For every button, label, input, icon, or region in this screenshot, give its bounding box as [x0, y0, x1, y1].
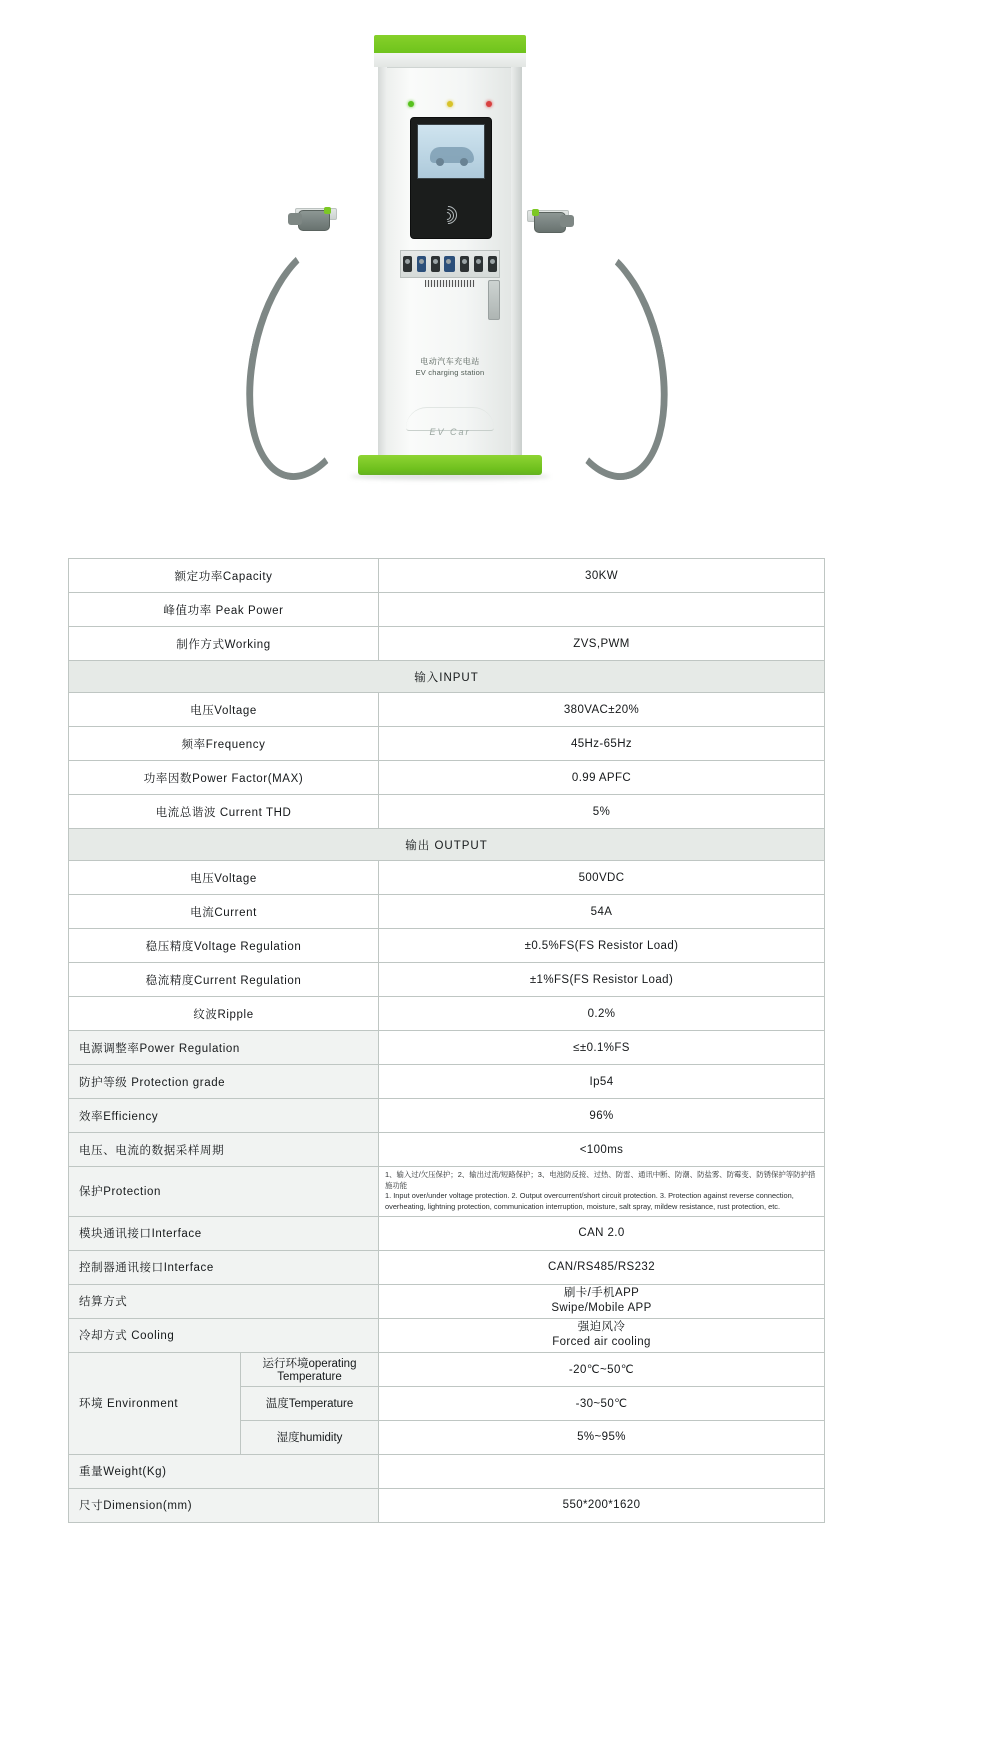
table-row — [69, 693, 825, 727]
table-section-header-output — [69, 829, 825, 861]
charging-gun-left — [288, 210, 332, 236]
brand-mark: EV Car — [429, 427, 471, 437]
spec-label: 电压、电流的数据采样周期 — [69, 1133, 379, 1167]
charger-top-band — [374, 53, 526, 67]
section-label: 输出 OUTPUT — [69, 829, 825, 861]
spec-value — [379, 1318, 825, 1352]
table-row-protection — [69, 1167, 825, 1217]
spec-label: 防护等级 Protection grade — [69, 1065, 379, 1099]
ev-charger-illustration — [370, 35, 530, 475]
spec-value-en: Forced air cooling — [552, 1336, 651, 1349]
led-red-icon — [486, 101, 492, 107]
table-row — [69, 727, 825, 761]
table-row — [69, 1454, 825, 1488]
spec-label: 制作方式Working — [69, 627, 379, 661]
spec-label: 结算方式 — [69, 1284, 379, 1318]
spec-label: 稳流精度Current Regulation — [69, 963, 379, 997]
charging-gun-right — [530, 212, 574, 238]
spec-label: 纹波Ripple — [69, 997, 379, 1031]
charger-top-cap — [374, 35, 526, 53]
spec-value: CAN/RS485/RS232 — [379, 1250, 825, 1284]
socket-icon-5 — [460, 256, 469, 272]
card-slot — [488, 280, 500, 320]
table-row — [69, 895, 825, 929]
spec-value: 5% — [379, 795, 825, 829]
spec-value: 30KW — [379, 559, 825, 593]
environment-sub-label: 温度Temperature — [241, 1386, 379, 1420]
table-row — [69, 963, 825, 997]
environment-sub-value: -20℃~50℃ — [379, 1352, 825, 1386]
section-label: 输入INPUT — [69, 661, 825, 693]
table-row — [69, 1488, 825, 1522]
spec-value: ±0.5%FS(FS Resistor Load) — [379, 929, 825, 963]
socket-icon-4 — [444, 256, 455, 272]
spec-label: 稳压精度Voltage Regulation — [69, 929, 379, 963]
barcode-icon — [425, 280, 475, 287]
connector-panel — [400, 250, 500, 278]
spec-value: 54A — [379, 895, 825, 929]
table-row — [69, 1031, 825, 1065]
spec-label: 额定功率Capacity — [69, 559, 379, 593]
faceplate-label-en: EV charging station — [415, 367, 485, 377]
environment-label: 环境 Environment — [69, 1352, 241, 1454]
protection-note-cn: 1、输入过/欠压保护；2、输出过流/短路保护；3、电池防反接、过热、防雷、通讯中断、防潮、防盐雾、防霉变、防锈保护等防护措施功能 — [385, 1170, 816, 1190]
table-row — [69, 1133, 825, 1167]
led-yellow-icon — [447, 101, 453, 107]
spec-label: 电压Voltage — [69, 693, 379, 727]
spec-value: 0.99 APFC — [379, 761, 825, 795]
environment-sub-label: 湿度humidity — [241, 1420, 379, 1454]
spec-label: 峰值功率 Peak Power — [69, 593, 379, 627]
environment-sub-value: 5%~95% — [379, 1420, 825, 1454]
charger-body-right-edge — [511, 67, 522, 457]
table-row — [69, 593, 825, 627]
spec-value: Ip54 — [379, 1065, 825, 1099]
environment-sub-value: -30~50℃ — [379, 1386, 825, 1420]
charging-cable-right — [516, 230, 688, 492]
socket-icon-7 — [488, 256, 497, 272]
spec-label: 控制器通讯接口Interface — [69, 1250, 379, 1284]
spec-value-cn: 刷卡/手机APP — [563, 1286, 640, 1299]
table-row — [69, 559, 825, 593]
spec-label: 效率Efficiency — [69, 1099, 379, 1133]
spec-value: 0.2% — [379, 997, 825, 1031]
spec-value: CAN 2.0 — [379, 1216, 825, 1250]
spec-label: 模块通讯接口Interface — [69, 1216, 379, 1250]
socket-icon-3 — [431, 256, 440, 272]
protection-note-en: 1. Input over/under voltage protection. 2. Output overcurrent/short circuit protection. 3. Protection against reverse connection, overheating, lightning protection, communication interruption, moisture, salt spray, mildew resistance, rust protection, etc. — [385, 1191, 794, 1212]
spec-value — [379, 1284, 825, 1318]
socket-icon-1 — [403, 256, 412, 272]
spec-label: 保护Protection — [69, 1167, 379, 1217]
spec-value: ≤±0.1%FS — [379, 1031, 825, 1065]
charger-faceplate-label — [378, 357, 522, 378]
table-row — [69, 1065, 825, 1099]
product-image-area — [0, 0, 1000, 540]
table-row — [69, 1318, 825, 1352]
table-row — [69, 861, 825, 895]
car-graphic-icon — [430, 147, 474, 163]
table-row-environment — [69, 1352, 825, 1386]
charger-display-screen — [417, 124, 485, 179]
table-row — [69, 761, 825, 795]
led-green-icon — [408, 101, 414, 107]
spec-label: 频率Frequency — [69, 727, 379, 761]
spec-label: 冷却方式 Cooling — [69, 1318, 379, 1352]
table-row — [69, 1284, 825, 1318]
charger-base — [358, 455, 542, 475]
spec-value-en: Swipe/Mobile APP — [551, 1302, 652, 1315]
spec-value: 500VDC — [379, 861, 825, 895]
spec-value-protection — [379, 1167, 825, 1217]
spec-value — [379, 593, 825, 627]
spec-value: 550*200*1620 — [379, 1488, 825, 1522]
table-row — [69, 1216, 825, 1250]
specification-table — [68, 558, 825, 1523]
spec-value: 45Hz-65Hz — [379, 727, 825, 761]
rfid-wave-icon — [441, 206, 461, 228]
table-row — [69, 627, 825, 661]
spec-label: 重量Weight(Kg) — [69, 1454, 379, 1488]
spec-label: 电流Current — [69, 895, 379, 929]
spec-value: ±1%FS(FS Resistor Load) — [379, 963, 825, 997]
spec-value-cn: 强迫风冷 — [577, 1320, 626, 1333]
table-row — [69, 795, 825, 829]
socket-icon-2 — [417, 256, 426, 272]
faceplate-label-cn: 电动汽车充电站 — [420, 357, 480, 366]
spec-value — [379, 1454, 825, 1488]
spec-label: 电流总谐波 Current THD — [69, 795, 379, 829]
spec-label: 功率因数Power Factor(MAX) — [69, 761, 379, 795]
spec-value: 96% — [379, 1099, 825, 1133]
spec-value: <100ms — [379, 1133, 825, 1167]
spec-label: 电源调整率Power Regulation — [69, 1031, 379, 1065]
spec-label: 电压Voltage — [69, 861, 379, 895]
charger-display-frame — [410, 117, 492, 239]
table-row — [69, 929, 825, 963]
spec-value: 380VAC±20% — [379, 693, 825, 727]
charger-body-left-edge — [378, 67, 387, 457]
spec-value: ZVS,PWM — [379, 627, 825, 661]
status-led-row — [408, 101, 492, 107]
spec-label: 尺寸Dimension(mm) — [69, 1488, 379, 1522]
table-row — [69, 1250, 825, 1284]
socket-icon-6 — [474, 256, 483, 272]
specification-table-body — [69, 559, 825, 1523]
charger-base-shadow — [350, 473, 550, 480]
table-row — [69, 1099, 825, 1133]
table-row — [69, 997, 825, 1031]
environment-sub-label: 运行环境operating Temperature — [241, 1352, 379, 1386]
table-section-header-input — [69, 661, 825, 693]
